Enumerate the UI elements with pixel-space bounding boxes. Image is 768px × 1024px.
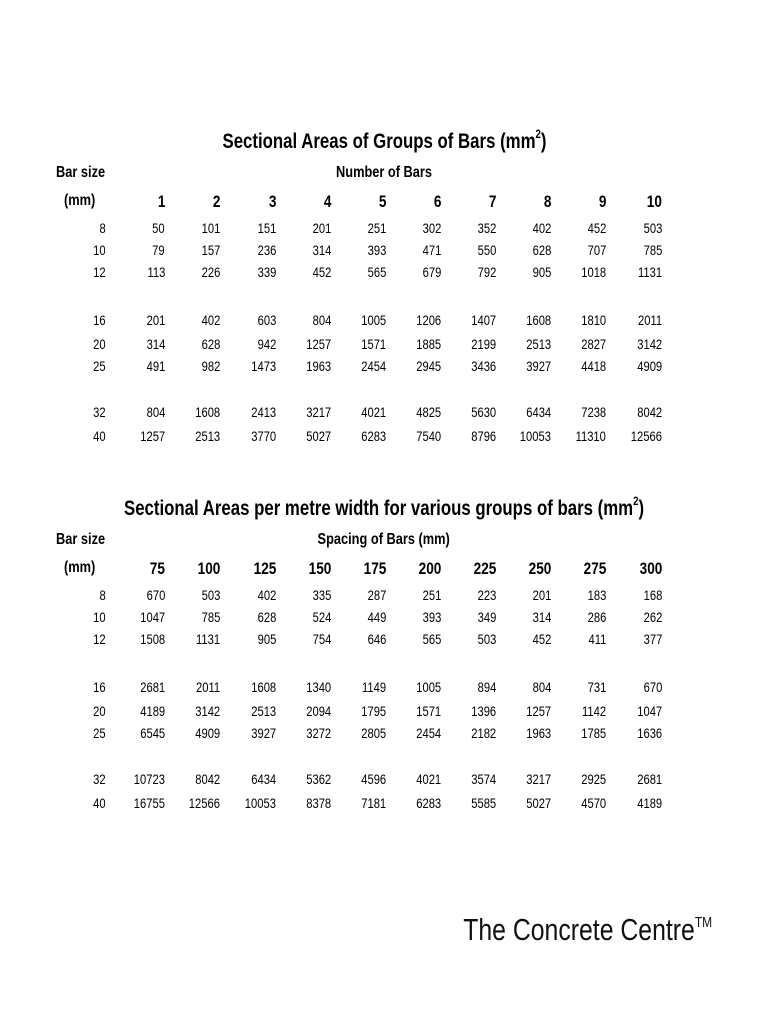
area-cell: 1795	[361, 703, 386, 719]
area-cell: 6434	[526, 404, 551, 420]
table2-bar-size-label: Bar size	[56, 531, 106, 548]
table2-column-header: 250	[528, 559, 551, 578]
area-cell: 894	[477, 679, 496, 695]
area-cell: 314	[312, 242, 331, 258]
area-cell: 1571	[361, 336, 386, 352]
area-cell: 251	[422, 587, 441, 603]
area-cell: 226	[201, 264, 220, 280]
area-cell: 5027	[306, 428, 331, 444]
area-cell: 785	[201, 609, 220, 625]
area-cell: 1963	[306, 358, 331, 374]
table1-bar-size-label: Bar size	[56, 164, 106, 181]
area-cell: 679	[422, 264, 441, 280]
table1-column-header: 2	[212, 192, 220, 211]
table2-column-header: 200	[418, 559, 441, 578]
table2-column-header: 275	[583, 559, 606, 578]
area-cell: 1636	[637, 725, 662, 741]
area-cell: 491	[146, 358, 165, 374]
table2-column-header: 300	[639, 559, 662, 578]
table1-column-header: 10	[646, 192, 662, 211]
area-cell: 1508	[140, 631, 165, 647]
area-cell: 402	[532, 220, 551, 236]
area-cell: 1005	[416, 679, 441, 695]
area-cell: 10053	[244, 795, 276, 811]
area-cell: 3770	[251, 428, 276, 444]
table1-column-header: 6	[433, 192, 441, 211]
bar-size-cell: 40	[93, 795, 106, 811]
area-cell: 1149	[361, 679, 386, 695]
bar-size-cell: 8	[99, 587, 106, 603]
area-cell: 339	[257, 264, 276, 280]
table2-unit-label: (mm)	[64, 559, 96, 576]
area-cell: 4418	[581, 358, 606, 374]
area-cell: 287	[367, 587, 386, 603]
brand-trademark: TM	[694, 914, 712, 931]
area-cell: 3272	[306, 725, 331, 741]
area-cell: 1142	[581, 703, 606, 719]
area-cell: 4909	[637, 358, 662, 374]
area-cell: 603	[257, 312, 276, 328]
area-cell: 6283	[361, 428, 386, 444]
area-cell: 6434	[251, 771, 276, 787]
table2-column-header: 125	[253, 559, 276, 578]
area-cell: 1608	[251, 679, 276, 695]
area-cell: 4021	[361, 404, 386, 420]
area-cell: 3574	[471, 771, 496, 787]
bar-size-cell: 10	[93, 242, 106, 258]
area-cell: 2011	[637, 312, 662, 328]
area-cell: 1340	[306, 679, 331, 695]
bar-size-cell: 10	[93, 609, 106, 625]
table2-column-header: 75	[149, 559, 165, 578]
area-cell: 905	[257, 631, 276, 647]
area-cell: 785	[643, 242, 662, 258]
area-cell: 6545	[140, 725, 165, 741]
area-cell: 2805	[361, 725, 386, 741]
area-cell: 2681	[140, 679, 165, 695]
area-cell: 4596	[361, 771, 386, 787]
area-cell: 201	[146, 312, 165, 328]
area-cell: 101	[201, 220, 220, 236]
area-cell: 3927	[251, 725, 276, 741]
table1-title-close: )	[540, 130, 546, 153]
area-cell: 4189	[140, 703, 165, 719]
area-cell: 1206	[416, 312, 441, 328]
area-cell: 349	[477, 609, 496, 625]
area-cell: 4909	[195, 725, 220, 741]
area-cell: 1396	[471, 703, 496, 719]
table1-column-header: 5	[378, 192, 386, 211]
area-cell: 262	[643, 609, 662, 625]
area-cell: 402	[257, 587, 276, 603]
area-cell: 1608	[526, 312, 551, 328]
table1-column-header: 4	[323, 192, 331, 211]
area-cell: 2945	[416, 358, 441, 374]
area-cell: 286	[587, 609, 606, 625]
area-cell: 2454	[416, 725, 441, 741]
area-cell: 550	[477, 242, 496, 258]
bar-size-cell: 40	[93, 428, 106, 444]
area-cell: 524	[312, 609, 331, 625]
table1-group-label: Number of Bars	[335, 164, 433, 181]
area-cell: 804	[532, 679, 551, 695]
table2-title	[0, 496, 768, 521]
table2-column-header: 100	[197, 559, 220, 578]
area-cell: 1407	[471, 312, 496, 328]
area-cell: 4021	[416, 771, 441, 787]
area-cell: 79	[152, 242, 165, 258]
table2-title-sup: 2	[633, 494, 639, 508]
area-cell: 2199	[471, 336, 496, 352]
area-cell: 3436	[471, 358, 496, 374]
area-cell: 503	[201, 587, 220, 603]
area-cell: 1047	[140, 609, 165, 625]
table1-column-header: 3	[268, 192, 276, 211]
area-cell: 1018	[581, 264, 606, 280]
area-cell: 1473	[251, 358, 276, 374]
area-cell: 4825	[416, 404, 441, 420]
area-cell: 452	[532, 631, 551, 647]
area-cell: 7238	[581, 404, 606, 420]
area-cell: 452	[312, 264, 331, 280]
area-cell: 302	[422, 220, 441, 236]
area-cell: 50	[152, 220, 165, 236]
area-cell: 1885	[416, 336, 441, 352]
area-cell: 2413	[251, 404, 276, 420]
area-cell: 565	[367, 264, 386, 280]
area-cell: 628	[201, 336, 220, 352]
area-cell: 1131	[637, 264, 662, 280]
area-cell: 1257	[306, 336, 331, 352]
area-cell: 731	[587, 679, 606, 695]
table2-column-header: 225	[473, 559, 496, 578]
area-cell: 236	[257, 242, 276, 258]
area-cell: 3142	[195, 703, 220, 719]
area-cell: 12566	[188, 795, 220, 811]
area-cell: 1963	[526, 725, 551, 741]
area-cell: 1047	[637, 703, 662, 719]
area-cell: 982	[201, 358, 220, 374]
table1-title	[0, 129, 768, 154]
area-cell: 1608	[195, 404, 220, 420]
area-cell: 2011	[195, 679, 220, 695]
area-cell: 314	[146, 336, 165, 352]
area-cell: 1131	[195, 631, 220, 647]
area-cell: 646	[367, 631, 386, 647]
area-cell: 2827	[581, 336, 606, 352]
area-cell: 1785	[581, 725, 606, 741]
bar-size-cell: 12	[93, 631, 106, 647]
area-cell: 8042	[195, 771, 220, 787]
bar-size-cell: 25	[93, 358, 106, 374]
area-cell: 5585	[471, 795, 496, 811]
area-cell: 10723	[133, 771, 165, 787]
area-cell: 1571	[416, 703, 441, 719]
bar-size-cell: 32	[93, 404, 106, 420]
area-cell: 2094	[306, 703, 331, 719]
bar-size-cell: 20	[93, 336, 106, 352]
area-cell: 393	[367, 242, 386, 258]
bar-size-cell: 12	[93, 264, 106, 280]
area-cell: 168	[643, 587, 662, 603]
area-cell: 942	[257, 336, 276, 352]
area-cell: 1257	[140, 428, 165, 444]
area-cell: 754	[312, 631, 331, 647]
table2-column-header: 150	[308, 559, 331, 578]
area-cell: 471	[422, 242, 441, 258]
area-cell: 670	[643, 679, 662, 695]
area-cell: 628	[257, 609, 276, 625]
area-cell: 449	[367, 609, 386, 625]
table2-column-header: 175	[363, 559, 386, 578]
table2-title-close: )	[638, 497, 645, 520]
area-cell: 223	[477, 587, 496, 603]
bar-size-cell: 16	[93, 312, 106, 328]
area-cell: 16755	[133, 795, 165, 811]
area-cell: 11310	[575, 428, 606, 444]
area-cell: 6283	[416, 795, 441, 811]
bar-size-cell: 25	[93, 725, 106, 741]
table1-title-sup: 2	[535, 127, 541, 141]
area-cell: 452	[587, 220, 606, 236]
table1-title-text: Sectional Areas of Groups of Bars (mm	[222, 130, 536, 153]
area-cell: 565	[422, 631, 441, 647]
bar-size-cell: 16	[93, 679, 106, 695]
table2-group-label: Spacing of Bars (mm)	[317, 531, 451, 548]
table1-column-header: 9	[598, 192, 606, 211]
area-cell: 4189	[637, 795, 662, 811]
table2-title-text: Sectional Areas per metre width for various groups of bars (mm	[123, 497, 634, 520]
area-cell: 7540	[416, 428, 441, 444]
area-cell: 411	[588, 631, 606, 647]
table1-unit-label: (mm)	[64, 192, 96, 209]
area-cell: 792	[477, 264, 496, 280]
area-cell: 157	[201, 242, 220, 258]
area-cell: 151	[257, 220, 276, 236]
area-cell: 402	[201, 312, 220, 328]
area-cell: 377	[643, 631, 662, 647]
area-cell: 201	[312, 220, 331, 236]
area-cell: 3142	[637, 336, 662, 352]
area-cell: 314	[532, 609, 551, 625]
area-cell: 113	[147, 264, 165, 280]
area-cell: 352	[477, 220, 496, 236]
area-cell: 1257	[526, 703, 551, 719]
area-cell: 5362	[306, 771, 331, 787]
area-cell: 1810	[581, 312, 606, 328]
area-cell: 503	[477, 631, 496, 647]
area-cell: 670	[146, 587, 165, 603]
area-cell: 8042	[637, 404, 662, 420]
area-cell: 2925	[581, 771, 606, 787]
area-cell: 2513	[195, 428, 220, 444]
area-cell: 3927	[526, 358, 551, 374]
table1-column-header: 7	[488, 192, 496, 211]
area-cell: 905	[532, 264, 551, 280]
area-cell: 12566	[630, 428, 662, 444]
area-cell: 707	[587, 242, 606, 258]
area-cell: 7181	[361, 795, 386, 811]
area-cell: 2454	[361, 358, 386, 374]
area-cell: 3217	[306, 404, 331, 420]
area-cell: 3217	[526, 771, 551, 787]
area-cell: 8378	[306, 795, 331, 811]
area-cell: 8796	[471, 428, 496, 444]
area-cell: 804	[312, 312, 331, 328]
area-cell: 5630	[471, 404, 496, 420]
area-cell: 393	[422, 609, 441, 625]
brand-text: The Concrete Centre	[463, 912, 695, 947]
area-cell: 4570	[581, 795, 606, 811]
area-cell: 2681	[637, 771, 662, 787]
area-cell: 201	[532, 587, 551, 603]
area-cell: 2513	[526, 336, 551, 352]
bar-size-cell: 8	[99, 220, 106, 236]
table1-column-header: 8	[543, 192, 551, 211]
area-cell: 1005	[361, 312, 386, 328]
area-cell: 183	[587, 587, 606, 603]
area-cell: 503	[643, 220, 662, 236]
area-cell: 2513	[251, 703, 276, 719]
area-cell: 335	[312, 587, 331, 603]
bar-size-cell: 32	[93, 771, 106, 787]
area-cell: 251	[367, 220, 386, 236]
table1-column-header: 1	[157, 192, 165, 211]
area-cell: 2182	[471, 725, 496, 741]
bar-size-cell: 20	[93, 703, 106, 719]
area-cell: 628	[532, 242, 551, 258]
area-cell: 5027	[526, 795, 551, 811]
brand-logo	[401, 912, 712, 948]
area-cell: 804	[146, 404, 165, 420]
area-cell: 10053	[519, 428, 551, 444]
